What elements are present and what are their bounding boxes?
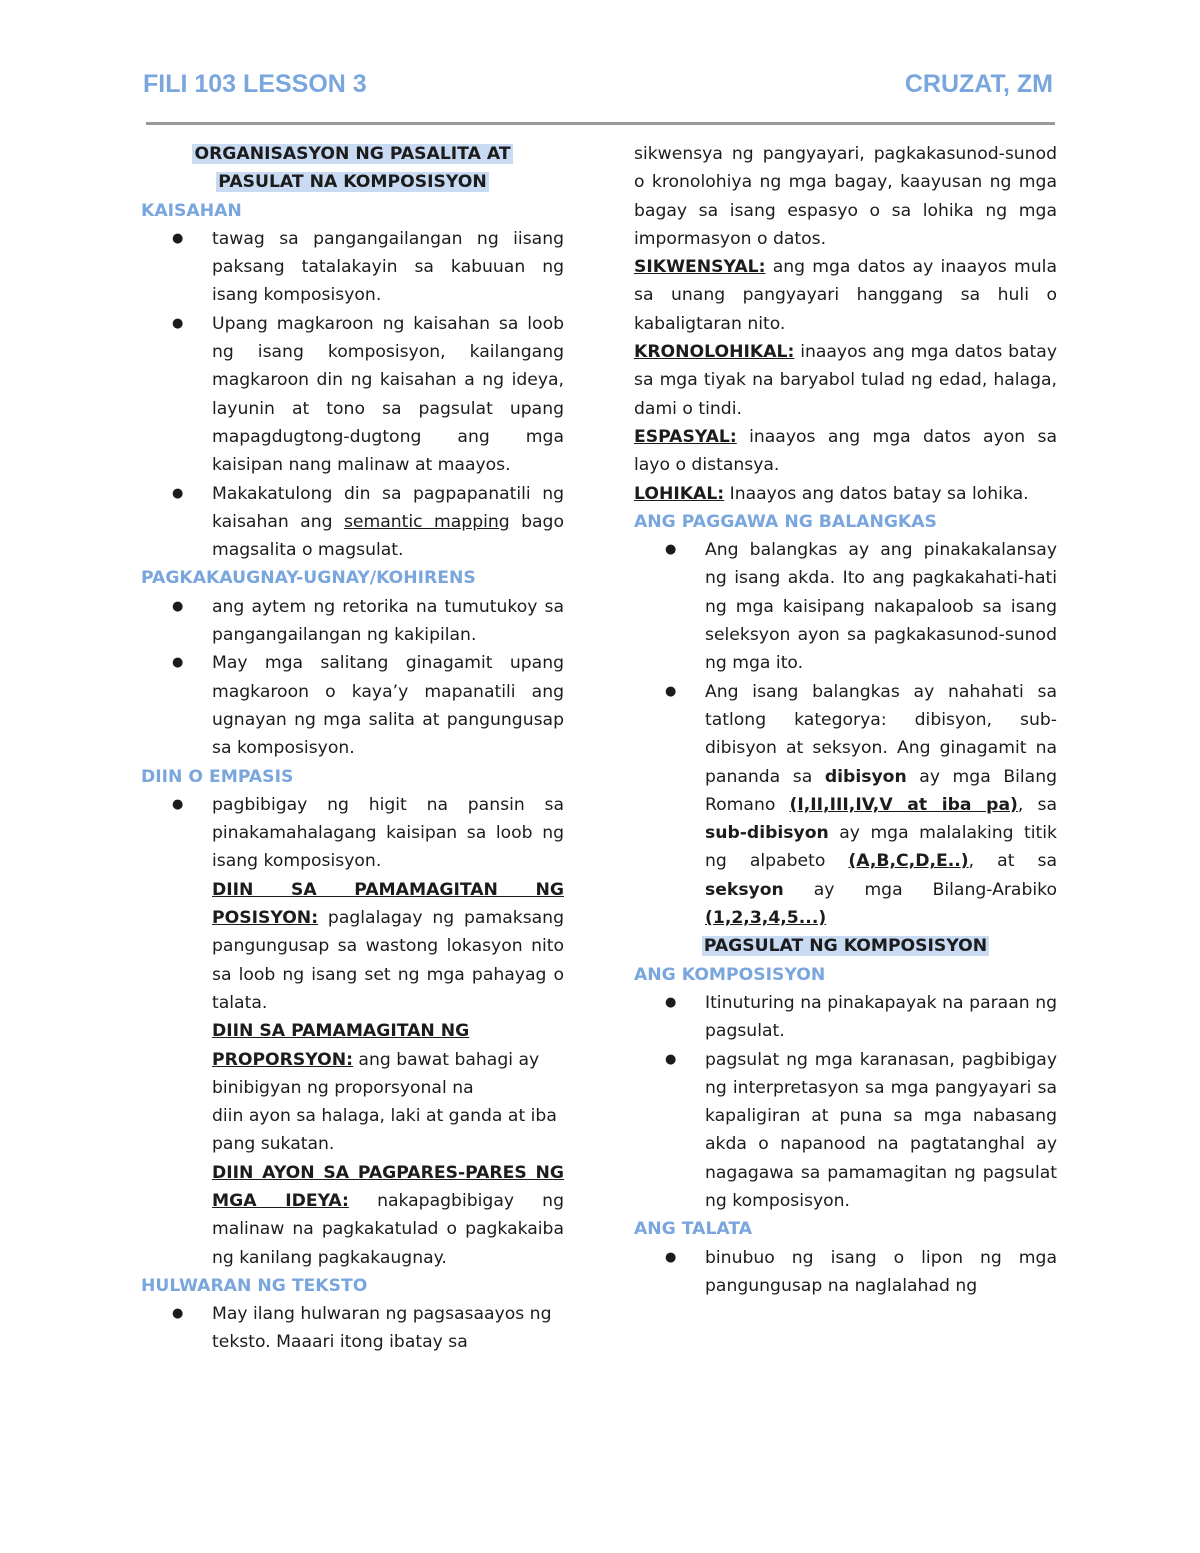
diin-proporsyon: DIIN SA PAMAMAGITAN NG PROPORSYON: ang bawat bahagi ay binibigyan ng proporsyonal na diin ayon sa halaga, laki at ganda at iba pang sukatan.: [212, 1021, 557, 1155]
list-item: ● Upang magkaroon ng kaisahan sa loob ng isang komposisyon, kailangang magkaroon din ng kaisahan a ng ideya, layunin at tono sa pagsulat upang mapagdugtong-dugtong ang mga kaisipan nang malinaw at maayos.: [141, 310, 564, 480]
kaisahan-list: [141, 225, 564, 565]
list-item: ● May mga salitang ginagamit upang magkaroon o kaya’y mapanatili ang ugnayan ng mga salita at pangungusap sa komposisyon.: [141, 649, 564, 762]
lohikal-def: LOHIKAL: Inaayos ang datos batay sa lohika.: [634, 483, 1029, 504]
section-title: PAGSULAT NG KOMPOSISYON: [703, 936, 988, 957]
header-divider: [146, 122, 1055, 125]
doc-title: ORGANISASYON NG PASALITA AT PASULAT NA KOMPOSISYON: [194, 144, 511, 193]
kronolohikal-def: KRONOLOHIKAL: inaayos ang mga datos batay sa mga tiyak na baryabol tulad ng edad, halaga, dami o tindi.: [634, 342, 1057, 419]
sikwensyal-def: SIKWENSYAL: ang mga datos ay inaayos mula sa unang pangyayari hanggang sa huli o kabaligtaran nito.: [634, 257, 1057, 334]
list-item: ● tawag sa pangangailangan ng iisang paksang tatalakayin sa kabuuan ng isang komposisyon.: [141, 225, 564, 310]
diin-list: [141, 791, 564, 876]
left-column: [141, 140, 564, 1357]
right-column: [634, 140, 1057, 1300]
list-item: ● binubuo ng isang o lipon ng mga pangungusap na naglalahad ng: [634, 1244, 1057, 1301]
komposisyon-list: [634, 989, 1057, 1215]
talata-list: [634, 1244, 1057, 1301]
continued-paragraph: sikwensya ng pangyayari, pagkakasunod-sunod o kronolohiya ng mga bagay, kaayusan ng mga bagay sa isang espasyo o sa lohika ng mga impormasyon o datos.: [634, 144, 1057, 249]
diin-pagpares: DIIN AYON SA PAGPARES-PARES NG MGA IDEYA: nakapagbibigay ng malinaw na pagkakatulad o pagkakaiba ng kanilang pagkakaugnay.: [212, 1162, 564, 1268]
list-item: ● Makakatulong din sa pagpapanatili ng kaisahan ang semantic mapping bago magsalita o magsulat.: [141, 480, 564, 565]
list-item: ● ang aytem ng retorika na tumutukoy sa pangangailangan ng kakipilan.: [141, 593, 564, 650]
heading-komposisyon: ANG KOMPOSISYON: [634, 964, 826, 985]
heading-hulwaran: HULWARAN NG TEKSTO: [141, 1275, 368, 1296]
kohirens-list: [141, 593, 564, 763]
heading-kohirens: PAGKAKAUGNAY-UGNAY/KOHIRENS: [141, 568, 476, 589]
espasyal-def: ESPASYAL: inaayos ang mga datos ayon sa layo o distansya.: [634, 426, 1057, 476]
list-item: ● pagbibigay ng higit na pansin sa pinakamahalagang kaisipan sa loob ng isang komposisyon.: [141, 791, 564, 876]
header-title: FILI 103 LESSON 3: [143, 70, 367, 98]
list-item: ● Itinuturing na pinakapayak na paraan ng pagsulat.: [634, 989, 1057, 1046]
header-author: CRUZAT, ZM: [904, 70, 1053, 98]
list-item: ● Ang isang balangkas ay nahahati sa tatlong kategorya: dibisyon, sub-dibisyon at seksyon. Ang ginagamit na pananda sa dibisyon ay mga Bilang Romano (I,II,III,IV,V at iba pa), sa sub-dibisyon ay mga malalaking titik ng alpabeto (A,B,C,D,E..), at sa seksyon ay mga Bilang-Arabiko (1,2,3,4,5...): [634, 678, 1057, 933]
list-item: ● Ang balangkas ay ang pinakakalansay ng isang akda. Ito ang pagkakahati-hati ng mga kaisipang nakapaloob sa isang seleksyon ayon sa pagkakasunod-sunod ng mga ito.: [634, 536, 1057, 677]
list-item: ● May ilang hulwaran ng pagsasaayos ng teksto. Maaari itong ibatay sa: [141, 1300, 564, 1357]
heading-diin: DIIN O EMPASIS: [141, 766, 294, 787]
hulwaran-list: [141, 1300, 564, 1357]
heading-balangkas: ANG PAGGAWA NG BALANGKAS: [634, 511, 937, 532]
balangkas-list: [634, 536, 1057, 932]
diin-posisyon: DIIN SA PAMAMAGITAN NG POSISYON: paglalagay ng pamaksang pangungusap sa wastong lokasyon nito sa loob ng isang set ng mga pahayag o talata.: [212, 879, 564, 1013]
list-item: ● pagsulat ng mga karanasan, pagbibigay ng interpretasyon sa mga pangyayari sa kapaligiran at puna sa mga nabasang akda o napanood na pagtatanghal ay nagagawa sa pamamagitan ng pagsulat ng komposisyon.: [634, 1046, 1057, 1216]
heading-talata: ANG TALATA: [634, 1219, 753, 1240]
heading-kaisahan: KAISAHAN: [141, 200, 242, 221]
semantic-mapping-link: semantic mapping: [343, 511, 510, 532]
